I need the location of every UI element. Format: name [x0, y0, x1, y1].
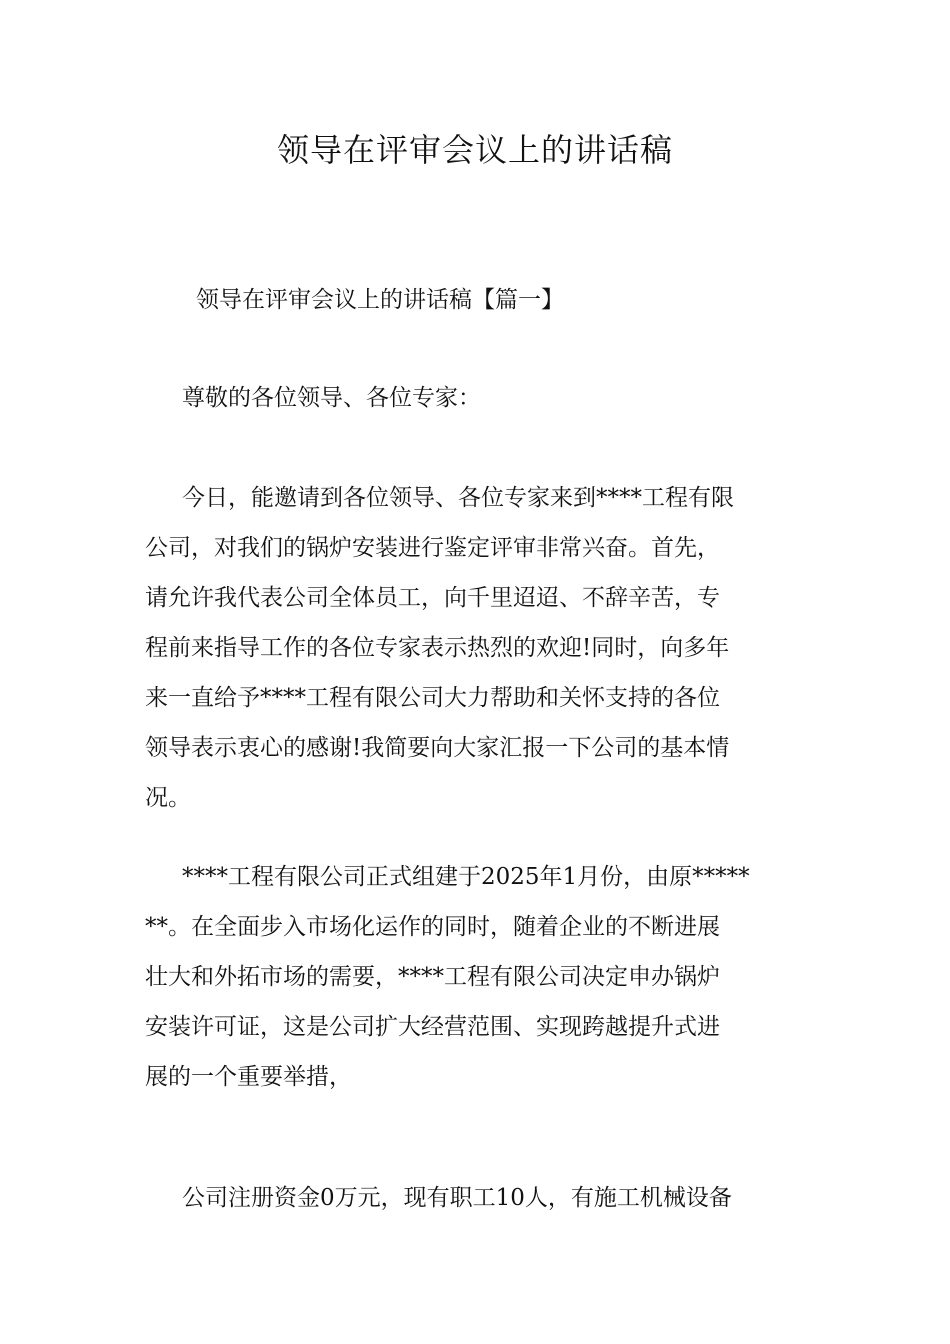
- paragraph-line: 程前来指导工作的各位专家表示热烈的欢迎!同时，向多年: [145, 635, 730, 661]
- paragraph-line: **。在全面步入市场化运作的同时，随着企业的不断进展: [145, 914, 720, 940]
- paragraph: [145, 852, 810, 1102]
- paragraph-line: 领导表示衷心的感谢!我简要向大家汇报一下公司的基本情: [145, 735, 730, 761]
- paragraph-line: 请允许我代表公司全体员工，向千里迢迢、不辞辛苦，专: [145, 585, 720, 611]
- paragraph-line: 况。: [145, 785, 191, 811]
- paragraph: [145, 1173, 810, 1223]
- paragraph-line: 壮大和外拓市场的需要，****工程有限公司决定申办锅炉: [145, 964, 720, 990]
- paragraph-line: 展的一个重要举措，: [145, 1064, 352, 1090]
- paragraph-line: ****工程有限公司正式组建于2025年1月份，由原*****: [182, 864, 750, 890]
- document-title: 领导在评审会议上的讲话稿: [276, 131, 673, 169]
- salutation: 尊敬的各位领导、各位专家：: [182, 385, 481, 411]
- paragraph-line: 公司注册资金0万元，现有职工10人，有施工机械设备: [182, 1185, 732, 1211]
- paragraph-line: 今日，能邀请到各位领导、各位专家来到****工程有限: [182, 485, 734, 511]
- paragraph-line: 来一直给予****工程有限公司大力帮助和关怀支持的各位: [145, 685, 720, 711]
- paragraph-line: 公司，对我们的锅炉安装进行鉴定评审非常兴奋。首先，: [145, 535, 720, 561]
- paragraph-line: 安装许可证，这是公司扩大经营范围、实现跨越提升式进: [145, 1014, 720, 1040]
- section-heading: 领导在评审会议上的讲话稿【篇一】: [196, 287, 564, 313]
- paragraph: [145, 473, 810, 823]
